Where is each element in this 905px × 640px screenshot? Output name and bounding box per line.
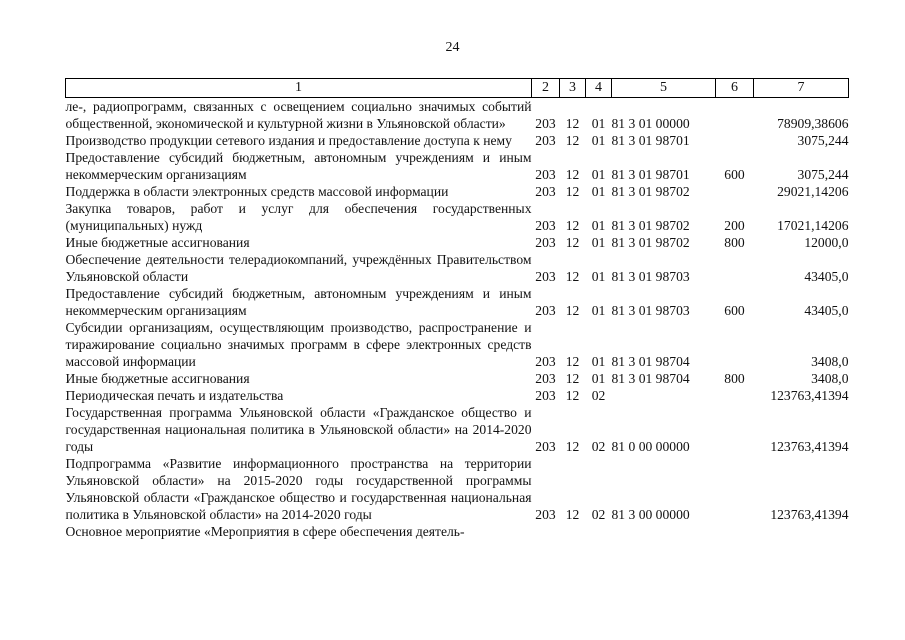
cell-col-5: 81 3 01 98701 [611, 133, 690, 148]
cell-col-3: 12 [565, 507, 580, 522]
cell-col-4: 01 [591, 371, 606, 386]
cell-col-7: 43405,0 [804, 303, 849, 318]
row-name: Подпрограмма «Развитие информационного пространства на территории Ульяновской области» на 2015-2020 годы государственной программы Ульяновской области «Гражданское общество и государственная национальная политика в Ульяновской области» на 2014-2020 годы [65, 456, 532, 522]
cell-col-5: 81 3 01 98701 [611, 167, 690, 182]
row-name: Предоставление субсидий бюджетным, автономным учреждениям и иным некоммерческим организациям [65, 286, 532, 318]
cell-col-6 [716, 404, 754, 455]
cell-col-6: 600 [724, 167, 745, 182]
table-row [66, 149, 849, 183]
cell-col-3 [560, 523, 586, 540]
cell-col-2 [532, 523, 560, 540]
row-name: Обеспечение деятельности телерадиокомпаний, учреждённых Правительством Ульяновской области [65, 252, 532, 284]
cell-col-7: 3408,0 [811, 371, 849, 386]
table-row [66, 183, 849, 200]
row-name: Субсидии организациям, осуществляющим производство, распространение и тиражирование социально значимых программ в сфере электронных средств массовой информации [65, 320, 532, 369]
cell-col-3: 12 [565, 354, 580, 369]
cell-col-4: 01 [591, 167, 606, 182]
cell-col-6 [716, 98, 754, 133]
column-header: 6 [716, 79, 754, 98]
cell-col-4: 01 [591, 354, 606, 369]
cell-col-4: 02 [591, 507, 606, 522]
table-row [66, 455, 849, 523]
column-header: 1 [66, 79, 532, 98]
cell-col-3: 12 [565, 235, 580, 250]
cell-col-5: 81 3 01 98704 [611, 371, 690, 386]
header-row [66, 79, 849, 98]
cell-col-2: 203 [535, 439, 556, 454]
cell-col-4: 01 [591, 116, 606, 131]
cell-col-7 [754, 523, 849, 540]
table-row [66, 98, 849, 133]
row-name: Предоставление субсидий бюджетным, автономным учреждениям и иным некоммерческим организациям [65, 150, 532, 182]
row-name: Поддержка в области электронных средств массовой информации [65, 184, 449, 199]
cell-col-4: 01 [591, 235, 606, 250]
cell-col-4: 01 [591, 133, 606, 148]
table-row [66, 319, 849, 370]
column-header: 7 [754, 79, 849, 98]
cell-col-6 [716, 319, 754, 370]
cell-col-2: 203 [535, 235, 556, 250]
cell-col-5: 81 3 01 98703 [611, 303, 690, 318]
cell-col-5: 81 0 00 00000 [611, 439, 690, 454]
row-name: Периодическая печать и издательства [65, 388, 284, 403]
cell-col-6: 800 [724, 371, 745, 386]
cell-col-7: 123763,41394 [770, 439, 849, 454]
cell-col-7: 29021,14206 [777, 184, 849, 199]
table-row [66, 200, 849, 234]
table-row [66, 285, 849, 319]
row-name: Иные бюджетные ассигнования [65, 235, 250, 250]
cell-col-2: 203 [535, 388, 556, 403]
cell-col-5: 81 3 01 00000 [611, 116, 690, 131]
budget-table [65, 78, 849, 540]
cell-col-5: 81 3 01 98702 [611, 218, 690, 233]
cell-col-7: 17021,14206 [777, 218, 849, 233]
table-row [66, 523, 849, 540]
table-row [66, 387, 849, 404]
cell-col-7: 123763,41394 [770, 507, 849, 522]
cell-col-7: 3075,244 [797, 133, 849, 148]
row-name: Иные бюджетные ассигнования [65, 371, 250, 386]
row-name: Основное мероприятие «Мероприятия в сфере обеспечения деятель- [65, 524, 465, 539]
cell-col-5: 81 3 00 00000 [611, 507, 690, 522]
cell-col-4 [586, 523, 612, 540]
cell-col-3: 12 [565, 439, 580, 454]
cell-col-4: 01 [591, 303, 606, 318]
cell-col-5: 81 3 01 98704 [611, 354, 690, 369]
table-row [66, 370, 849, 387]
cell-col-4: 01 [591, 218, 606, 233]
cell-col-7: 3075,244 [797, 167, 849, 182]
cell-col-2: 203 [535, 116, 556, 131]
cell-col-2: 203 [535, 354, 556, 369]
table-body [66, 98, 849, 541]
cell-col-3: 12 [565, 116, 580, 131]
cell-col-6: 600 [724, 303, 745, 318]
cell-col-3: 12 [565, 218, 580, 233]
cell-col-7: 12000,0 [804, 235, 849, 250]
cell-col-3: 12 [565, 167, 580, 182]
cell-col-2: 203 [535, 184, 556, 199]
cell-col-5 [612, 523, 716, 540]
cell-col-6: 800 [724, 235, 745, 250]
cell-col-2: 203 [535, 133, 556, 148]
table-row [66, 404, 849, 455]
cell-col-6: 200 [724, 218, 745, 233]
cell-col-4: 01 [591, 269, 606, 284]
cell-col-6 [716, 523, 754, 540]
cell-col-3: 12 [565, 303, 580, 318]
row-name: ле-, радиопрограмм, связанных с освещением социально значимых событий общественной, экономической и культурной жизни в Ульяновской области» [65, 99, 532, 131]
row-name: Государственная программа Ульяновской области «Гражданское общество и государственная национальная политика в Ульяновской области» на 2014-2020 годы [65, 405, 532, 454]
cell-col-7: 123763,41394 [770, 388, 849, 403]
table-row [66, 251, 849, 285]
cell-col-2: 203 [535, 507, 556, 522]
cell-col-5: 81 3 01 98702 [611, 184, 690, 199]
cell-col-5: 81 3 01 98702 [611, 235, 690, 250]
cell-col-2: 203 [535, 167, 556, 182]
cell-col-2: 203 [535, 269, 556, 284]
table-row [66, 234, 849, 251]
cell-col-2: 203 [535, 218, 556, 233]
row-name: Производство продукции сетевого издания и предоставление доступа к нему [65, 133, 512, 148]
cell-col-5: 81 3 01 98703 [611, 269, 690, 284]
cell-col-3: 12 [565, 133, 580, 148]
cell-col-6 [716, 455, 754, 523]
column-header: 3 [560, 79, 586, 98]
cell-col-7: 78909,38606 [777, 116, 849, 131]
cell-col-4: 02 [591, 388, 606, 403]
cell-col-6 [716, 251, 754, 285]
cell-col-2: 203 [535, 303, 556, 318]
page-number: 24 [445, 40, 460, 55]
cell-col-3: 12 [565, 371, 580, 386]
column-header: 2 [532, 79, 560, 98]
column-header: 4 [586, 79, 612, 98]
cell-col-3: 12 [565, 388, 580, 403]
cell-col-3: 12 [565, 269, 580, 284]
cell-col-3: 12 [565, 184, 580, 199]
cell-col-5 [612, 387, 716, 404]
cell-col-4: 01 [591, 184, 606, 199]
cell-col-6 [716, 132, 754, 149]
cell-col-7: 3408,0 [811, 354, 849, 369]
row-name: Закупка товаров, работ и услуг для обеспечения государственных (муниципальных) нужд [65, 201, 532, 233]
column-header: 5 [612, 79, 716, 98]
cell-col-6 [716, 387, 754, 404]
cell-col-2: 203 [535, 371, 556, 386]
cell-col-7: 43405,0 [804, 269, 849, 284]
cell-col-4: 02 [591, 439, 606, 454]
cell-col-6 [716, 183, 754, 200]
table-row [66, 132, 849, 149]
